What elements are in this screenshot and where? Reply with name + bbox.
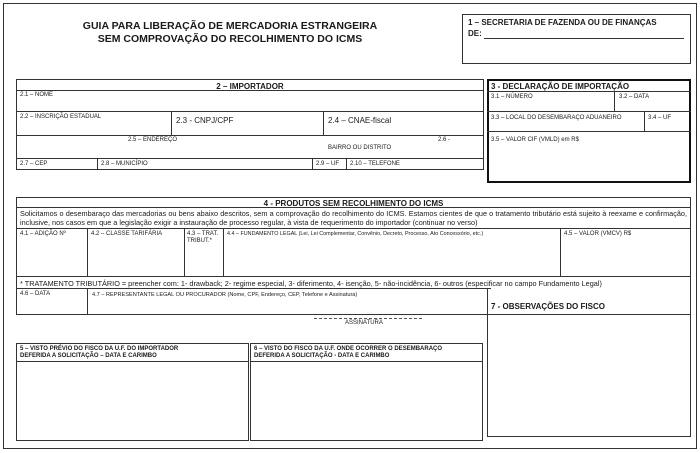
tratamento-note: * TRATAMENTO TRIBUTÁRIO = preencher com: 1- drawback; 2- regime especial, 3- diferimento, 4- isenção, 5- não-incidência, 6- outros (especificar no campo Fundamento Legal) <box>20 279 602 288</box>
cnae-field[interactable]: 2.4 – CNAE-fiscal <box>328 116 392 125</box>
nome-field[interactable]: 2.1 – NOME <box>20 92 54 98</box>
inscricao-field[interactable]: 2.2 – INSCRIÇÃO ESTADUAL <box>20 114 102 120</box>
trat-column-line2: TRIBUT.* <box>187 238 213 244</box>
uf-field[interactable]: 2.9 – UF <box>316 161 340 167</box>
adicao-column[interactable]: 4.1 – ADIÇÃO Nº <box>20 231 66 237</box>
classe-column[interactable]: 4.2 – CLASSE TARIFÁRIA <box>91 231 163 237</box>
bairro-number: 2.6 - <box>438 137 451 143</box>
declaracao-title: 3 - DECLARAÇÃO DE IMPORTAÇÃO <box>491 82 630 91</box>
secretaria-label: 1 – SECRETARIA DE FAZENDA OU DE FINANÇAS <box>468 18 657 27</box>
produtos-intro-text: Solicitamos o desembaraço das mercadorias ou bens abaixo descritos, sem a comprovação do recolhimento do ICMS. Estamos cientes de que o tratamento tributário está sujeito à reexame e confirmação, inclusive, nos casos em que a legislação exigir a instauração de processo regular, à vista de requerimento do importador (continuar no verso) <box>20 209 687 227</box>
assinatura-label: ASSINATURA <box>345 320 383 326</box>
bairro-field[interactable]: BAIRRO OU DISTRITO <box>328 145 392 151</box>
importador-section <box>16 79 484 170</box>
data-field[interactable]: 4.6 – DATA <box>20 291 51 297</box>
observacoes-title: 7 - OBSERVAÇÕES DO FISCO <box>491 302 605 311</box>
visto-desembaraco-line1: 6 – VISTO DO FISCO DA U.F. ONDE OCORRER O DESEMBARAÇO <box>254 346 443 352</box>
valor-column[interactable]: 4.5 – VALOR (VMCV) R$ <box>564 231 632 237</box>
produtos-title: 4 - PRODUTOS SEM RECOLHIMENTO DO ICMS <box>263 199 444 208</box>
visto-previo-line1: 5 – VISTO PRÉVIO DO FISCO DA U.F. DO IMPORTADOR <box>20 346 179 352</box>
observacoes-box[interactable] <box>487 297 691 437</box>
cnpj-field[interactable]: 2.3 - CNPJ/CPF <box>176 116 234 125</box>
endereco-field[interactable]: 2.5 – ENDEREÇO <box>128 137 178 143</box>
municipio-field[interactable]: 2.8 – MUNICÍPIO <box>101 161 148 167</box>
importador-title: 2 – IMPORTADOR <box>216 82 284 91</box>
fundamento-column[interactable]: 4.4 – FUNDAMENTO LEGAL (Lei, Lei Complementar, Convênio, Decreto, Processo, Ato Concessório, etc.) <box>227 231 484 237</box>
trat-column-line1[interactable]: 4.3 – TRAT. <box>187 231 219 237</box>
visto-desembaraco-line2: DEFERIDA A SOLICITAÇÃO - DATA E CARIMBO <box>254 353 390 359</box>
telefone-field[interactable]: 2.10 – TELEFONE <box>350 161 400 167</box>
secretaria-de-line <box>484 38 684 39</box>
representante-field[interactable]: 4.7 – REPRESENTANTE LEGAL OU PROCURADOR (Nome, CPF, Endereço, CEP, Telefone e Assinatura) <box>92 292 358 298</box>
di-valor-field[interactable]: 3.5 – VALOR CIF (VMLD) em R$ <box>491 137 579 143</box>
di-local-field[interactable]: 3.3 – LOCAL DO DESEMBARAÇO ADUANEIRO <box>491 115 622 121</box>
di-numero-field[interactable]: 3.1 – NÚMERO <box>491 94 533 100</box>
di-uf-field[interactable]: 3.4 – UF <box>648 115 672 121</box>
cep-field[interactable]: 2.7 – CEP <box>20 161 48 167</box>
form-title-line2: SEM COMPROVAÇÃO DO RECOLHIMENTO DO ICMS <box>97 33 363 45</box>
form-title-line1: GUIA PARA LIBERAÇÃO DE MERCADORIA ESTRANGEIRA <box>82 20 378 32</box>
secretaria-de-label: DE: <box>468 29 482 38</box>
visto-previo-line2: DEFERIDA A SOLICITAÇÃO – DATA E CARIMBO <box>20 353 157 359</box>
di-data-field[interactable]: 3.2 – DATA <box>619 94 650 100</box>
signature-line <box>314 318 422 319</box>
